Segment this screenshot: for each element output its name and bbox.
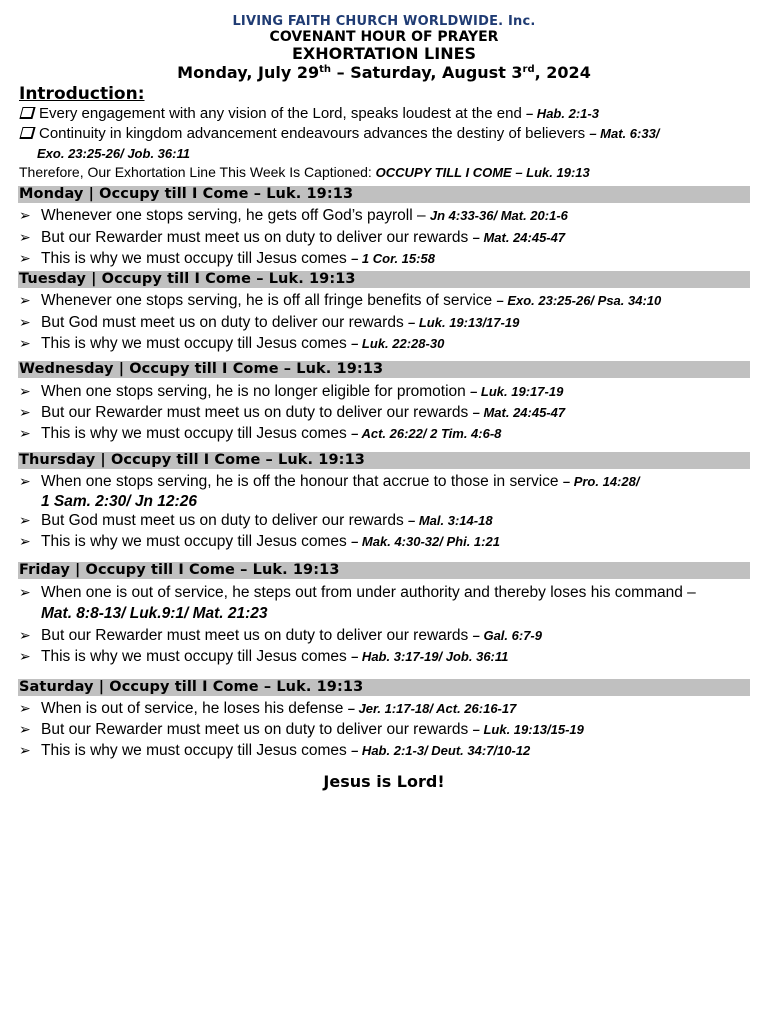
list-item: ➢ When one stops serving, he is off the honour that accrue to those in service – Pro. 14:28/ (19, 473, 640, 490)
caption-line: Therefore, Our Exhortation Line This Week Is Captioned: OCCUPY TILL I COME – Luk. 19:13 (19, 164, 590, 180)
document-title: EXHORTATION LINES (291, 44, 477, 63)
day-heading-thursday: Thursday | Occupy till I Come – Luk. 19:13 (18, 452, 750, 469)
introduction-heading: Introduction: (19, 84, 145, 104)
day-heading-friday: Friday | Occupy till I Come – Luk. 19:13 (18, 562, 750, 579)
arrow-bullet-icon: ➢ (19, 584, 31, 600)
list-item: ➢ But our Rewarder must meet us on duty to deliver our rewards – Mat. 24:45-47 (19, 404, 566, 421)
list-item: ➢ When one stops serving, he is no longer eligible for promotion – Luk. 19:17-19 (19, 383, 564, 400)
list-item: ➢ But our Rewarder must meet us on duty to deliver our rewards – Gal. 6:7-9 (19, 627, 542, 644)
list-item: ➢ This is why we must occupy till Jesus comes – Luk. 22:28-30 (19, 335, 445, 352)
arrow-bullet-icon: ➢ (19, 742, 31, 758)
arrow-bullet-icon: ➢ (19, 383, 31, 399)
list-item: ➢ This is why we must occupy till Jesus comes – Hab. 3:17-19/ Job. 36:11 (19, 648, 509, 665)
list-item: ➢ But our Rewarder must meet us on duty to deliver our rewards – Luk. 19:13/15-19 (19, 721, 584, 738)
arrow-bullet-icon: ➢ (19, 648, 31, 664)
arrow-bullet-icon: ➢ (19, 292, 31, 308)
day-heading-tuesday: Tuesday | Occupy till I Come – Luk. 19:13 (18, 271, 750, 288)
intro-item: Every engagement with any vision of the Lord, speaks loudest at the end – Hab. 2:1-3 (19, 105, 599, 122)
day-heading-saturday: Saturday | Occupy till I Come – Luk. 19:13 (18, 679, 750, 696)
program-title: COVENANT HOUR OF PRAYER (269, 29, 499, 45)
arrow-bullet-icon: ➢ (19, 229, 31, 245)
intro-item: Continuity in kingdom advancement endeavours advances the destiny of believers – Mat. 6:33/ (19, 125, 659, 142)
arrow-bullet-icon: ➢ (19, 512, 31, 528)
arrow-bullet-icon: ➢ (19, 335, 31, 351)
list-item: ➢ Whenever one stops serving, he is off all fringe benefits of service – Exo. 23:25-26/ Psa. 34:10 (19, 292, 662, 309)
checkbox-bullet-icon (19, 127, 35, 139)
list-item: ➢ This is why we must occupy till Jesus comes – 1 Cor. 15:58 (19, 250, 435, 267)
list-item: ➢ This is why we must occupy till Jesus comes – Act. 26:22/ 2 Tim. 4:6-8 (19, 425, 502, 442)
date-range: Monday, July 29th – Saturday, August 3rd, 2024 (177, 63, 591, 82)
list-item: ➢ But God must meet us on duty to deliver our rewards – Mal. 3:14-18 (19, 512, 493, 529)
list-item: ➢ This is why we must occupy till Jesus comes – Hab. 2:1-3/ Deut. 34:7/10-12 (19, 742, 531, 759)
arrow-bullet-icon: ➢ (19, 250, 31, 266)
list-item: ➢ Whenever one stops serving, he gets off God’s payroll – Jn 4:33-36/ Mat. 20:1-6 (19, 207, 568, 224)
organization-name: LIVING FAITH CHURCH WORLDWIDE. Inc. (232, 14, 536, 29)
list-item-ref-continued: Mat. 8:8-13/ Luk.9:1/ Mat. 21:23 (41, 605, 268, 622)
arrow-bullet-icon: ➢ (19, 721, 31, 737)
intro-item-ref-continued: Exo. 23:25-26/ Job. 36:11 (37, 146, 190, 161)
list-item: ➢ But God must meet us on duty to deliver our rewards – Luk. 19:13/17-19 (19, 314, 520, 331)
checkbox-bullet-icon (19, 107, 35, 119)
arrow-bullet-icon: ➢ (19, 404, 31, 420)
arrow-bullet-icon: ➢ (19, 533, 31, 549)
arrow-bullet-icon: ➢ (19, 314, 31, 330)
arrow-bullet-icon: ➢ (19, 425, 31, 441)
list-item: ➢ When is out of service, he loses his defense – Jer. 1:17-18/ Act. 26:16-17 (19, 700, 517, 717)
arrow-bullet-icon: ➢ (19, 473, 31, 489)
list-item: ➢ But our Rewarder must meet us on duty to deliver our rewards – Mat. 24:45-47 (19, 229, 566, 246)
closing-statement: Jesus is Lord! (323, 772, 445, 791)
arrow-bullet-icon: ➢ (19, 627, 31, 643)
arrow-bullet-icon: ➢ (19, 207, 31, 223)
arrow-bullet-icon: ➢ (19, 700, 31, 716)
list-item-ref-continued: 1 Sam. 2:30/ Jn 12:26 (41, 493, 197, 510)
list-item: ➢ When one is out of service, he steps out from under authority and thereby loses his command – (19, 584, 696, 601)
list-item: ➢ This is why we must occupy till Jesus comes – Mak. 4:30-32/ Phi. 1:21 (19, 533, 500, 550)
day-heading-monday: Monday | Occupy till I Come – Luk. 19:13 (18, 186, 750, 203)
day-heading-wednesday: Wednesday | Occupy till I Come – Luk. 19:13 (18, 361, 750, 378)
